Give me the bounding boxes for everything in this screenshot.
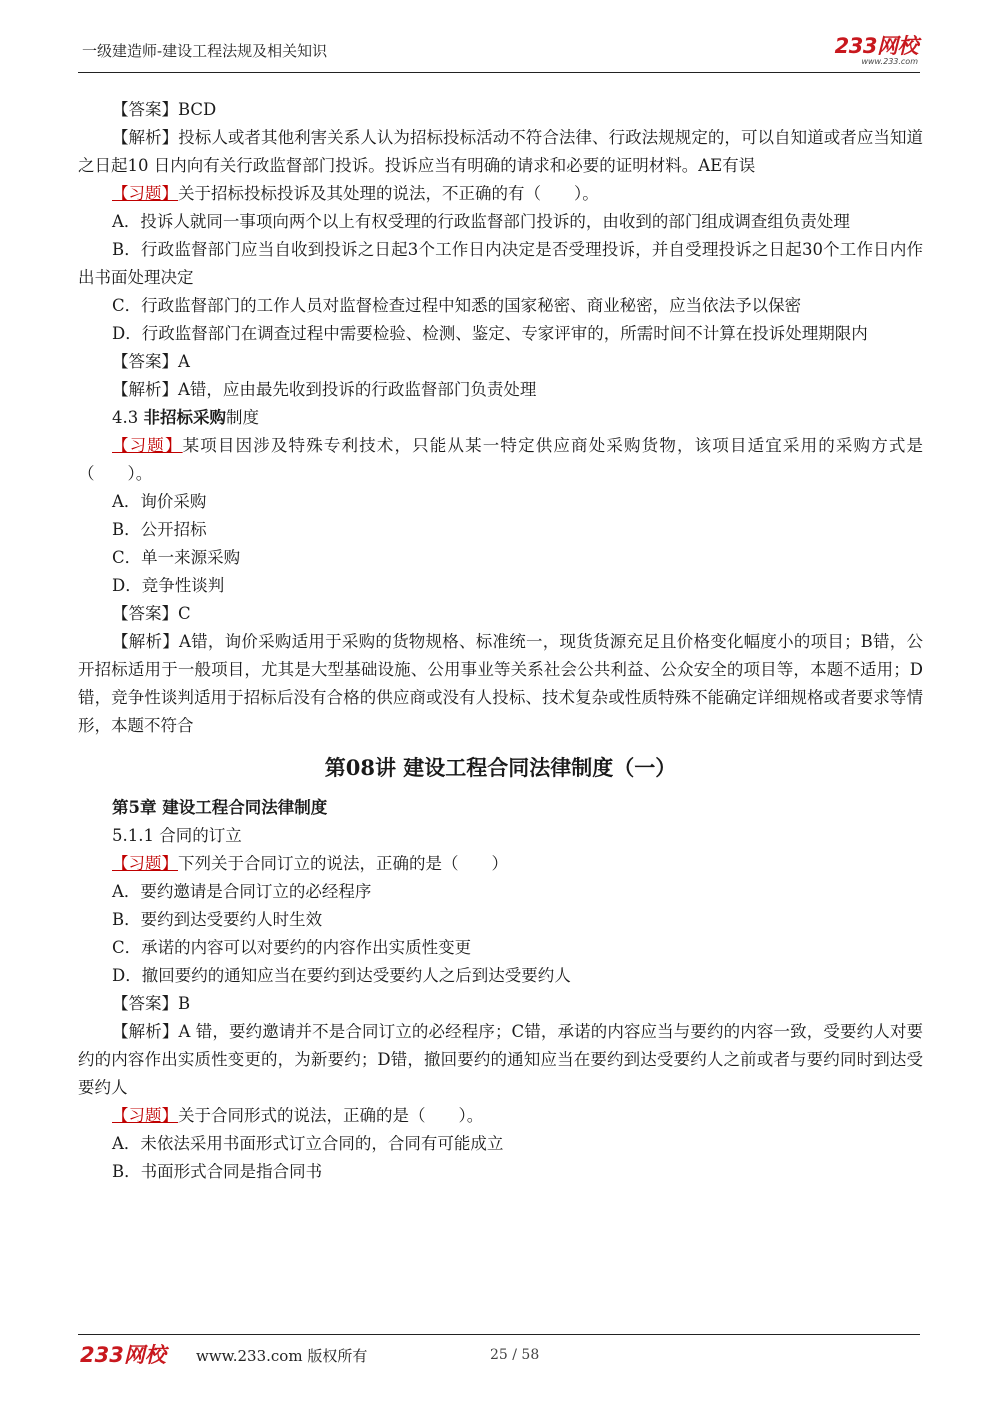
paragraph	[78, 516, 923, 544]
paragraph	[78, 1130, 923, 1158]
text-run: B．行政监督部门应当自收到投诉之日起3个工作日内决定是否受理投诉，并自受理投诉之日起30个工作日内作出书面处理决定	[78, 240, 923, 287]
paragraph	[78, 208, 923, 236]
document-title: 一级建造师-建设工程法规及相关知识	[82, 42, 328, 60]
text-run: A 错，要约邀请并不是合同订立的必经程序；C错，承诺的内容应当与要约的内容一致，受要约人对要约的内容作出实质性变更的，为新要约；D错，撤回要约的通知应当在要约到达受要约人之前或者与要约同时到达受要约人	[78, 1022, 924, 1097]
paragraph	[78, 124, 923, 180]
text-run: A	[178, 352, 190, 371]
text-run: B．书面形式合同是指合同书	[112, 1162, 323, 1181]
paragraph	[78, 404, 923, 432]
paragraph	[78, 96, 923, 124]
exercise-tag: 【习题】	[112, 854, 178, 873]
text-run: 某项目因涉及特殊专利技术，只能从某一特定供应商处采购货物，该项目适宜采用的采购方式是（ ）。	[78, 436, 924, 483]
paragraph	[78, 292, 923, 320]
emphasis-text: 非招标采购	[143, 408, 226, 427]
text-run: 4.3	[112, 408, 144, 427]
paragraph	[78, 962, 923, 990]
copyright-notice: www.233.com 版权所有	[196, 1347, 368, 1365]
text-run: 关于招标投标投诉及其处理的说法，不正确的有（ ）。	[178, 184, 599, 203]
page-number: 25 / 58	[490, 1347, 540, 1363]
paragraph	[78, 432, 923, 488]
logo-text: 233网校	[834, 34, 918, 58]
exercise-tag: 【习题】	[112, 184, 178, 203]
text-run: 【答案】	[112, 994, 178, 1013]
footer-logo: 233网校	[80, 1343, 166, 1367]
text-run: A．询价采购	[112, 492, 207, 511]
paragraph	[78, 544, 923, 572]
paragraph	[78, 1102, 923, 1130]
text-run: A．要约邀请是合同订立的必经程序	[112, 882, 372, 901]
text-run: 【解析】	[112, 1022, 179, 1041]
text-run: C	[178, 604, 191, 623]
text-run: A．投诉人就同一事项向两个以上有权受理的行政监督部门投诉的，由收到的部门组成调查组负责处理	[112, 212, 850, 231]
text-run: BCD	[178, 100, 217, 119]
text-run: 【答案】	[112, 604, 178, 623]
paragraph	[78, 572, 923, 600]
paragraph	[78, 236, 923, 292]
text-run: 【答案】	[112, 352, 178, 371]
exercise-tag: 【习题】	[112, 436, 183, 455]
text-run: A错，询价采购适用于采购的货物规格、标准统一，现货货源充足且价格变化幅度小的项目；B错，公开招标适用于一般项目，尤其是大型基础设施、公用事业等关系社会公共利益、公众安全的项目等，本题不适用；D错，竞争性谈判适用于招标后没有合格的供应商或没有人投标、技术复杂或性质特殊不能确定详细规格或者要求等情形，本题不符合	[78, 632, 924, 735]
paragraph	[78, 990, 923, 1018]
text-run: A．未依法采用书面形式订立合同的，合同有可能成立	[112, 1134, 504, 1153]
paragraph	[78, 934, 923, 962]
text-run: B．公开招标	[112, 520, 207, 539]
text-run: B	[178, 994, 191, 1013]
paragraph	[78, 600, 923, 628]
text-run: 关于合同形式的说法，正确的是（ ）。	[178, 1106, 484, 1125]
text-run: A错，应由最先收到投诉的行政监督部门负责处理	[178, 380, 537, 399]
paragraph	[78, 822, 923, 850]
paragraph	[78, 628, 923, 740]
paragraph	[78, 348, 923, 376]
paragraph	[78, 794, 923, 822]
text-run: 【答案】	[112, 100, 178, 119]
paragraph	[78, 376, 923, 404]
paragraph	[78, 180, 923, 208]
text-run: 投标人或者其他利害关系人认为招标投标活动不符合法律、行政法规规定的，可以自知道或者应当知道之日起10 日内向有关行政监督部门投诉。投诉应当有明确的请求和必要的证明材料。AE有误	[78, 128, 924, 175]
text-run: C．单一来源采购	[112, 548, 241, 567]
paragraph	[78, 488, 923, 516]
paragraph	[78, 906, 923, 934]
text-run: 【解析】	[112, 380, 178, 399]
text-run: 合同的订立	[159, 826, 242, 845]
paragraph	[78, 320, 923, 348]
exercise-tag: 【习题】	[112, 1106, 178, 1125]
text-run: 【解析】	[112, 128, 179, 147]
text-run: 第08讲 建设工程合同法律制度（一）	[324, 755, 677, 780]
text-run: D．竞争性谈判	[112, 576, 225, 595]
text-run: 【解析】	[112, 632, 179, 651]
paragraph	[78, 878, 923, 906]
page-footer	[78, 1334, 920, 1375]
chapter-title	[78, 748, 923, 788]
text-run: C．承诺的内容可以对要约的内容作出实质性变更	[112, 938, 472, 957]
paragraph	[78, 850, 923, 878]
text-run: 第5章 建设工程合同法律制度	[112, 798, 328, 817]
document-body	[78, 96, 923, 1186]
logo-url: www.233.com	[861, 57, 918, 66]
text-run: C．行政监督部门的工作人员对监督检查过程中知悉的国家秘密、商业秘密，应当依法予以保密	[112, 296, 802, 315]
paragraph	[78, 1018, 923, 1102]
paragraph	[78, 1158, 923, 1186]
text-run: B．要约到达受要约人时生效	[112, 910, 323, 929]
text-run: D．行政监督部门在调查过程中需要检验、检测、鉴定、专家评审的，所需时间不计算在投诉处理期限内	[112, 324, 868, 343]
text-run: 制度	[226, 408, 259, 427]
brand-logo	[835, 30, 918, 66]
page-header	[78, 28, 920, 73]
text-run: 下列关于合同订立的说法，正确的是（ ）	[178, 854, 508, 873]
text-run: 5.1.1	[112, 826, 160, 845]
text-run: D．撤回要约的通知应当在要约到达受要约人之后到达受要约人	[112, 966, 571, 985]
